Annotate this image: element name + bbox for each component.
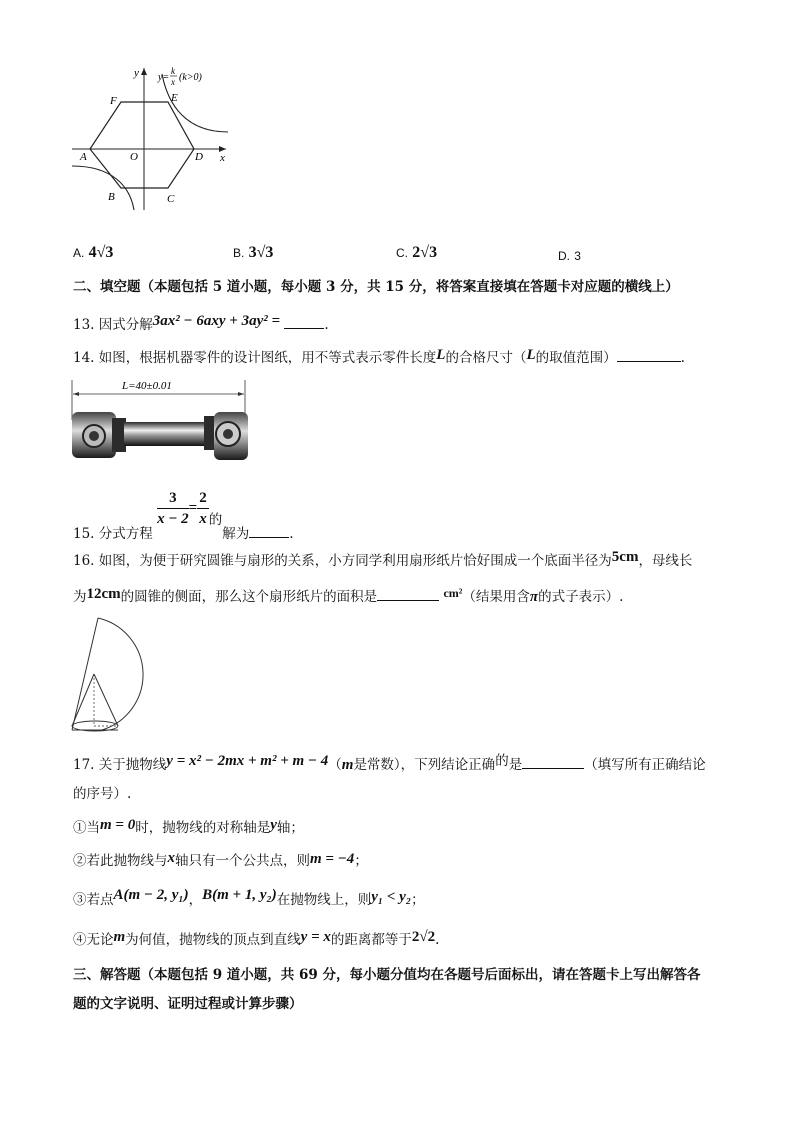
c1-y: y (270, 817, 277, 833)
option-a (73, 243, 113, 263)
option-a-label: A. (73, 246, 85, 260)
q14-text-3: 的取值范围） (535, 350, 617, 366)
q17-expression: y = x² − 2mx + m² + m − 4 (166, 753, 329, 769)
svg-text:O: O (130, 151, 138, 163)
c3-text-b: 在抛物线上，则 (276, 892, 372, 908)
question-17-line-2 (73, 784, 131, 804)
q15-text-2: 的 (208, 512, 223, 528)
c4-text-c: 的距离都等于 (330, 932, 412, 948)
q14-end: . (680, 350, 685, 366)
section-3-heading-line-2: 题的文字说明、证明过程或计算步骤） (73, 996, 303, 1012)
q13-answer-blank[interactable] (284, 314, 324, 329)
q17-text-1: 关于抛物线 (98, 757, 167, 773)
q15-answer-blank[interactable] (249, 523, 289, 538)
q17-conclusion-2 (73, 851, 368, 871)
c3-text-c: ； (411, 892, 425, 908)
q16-text-3: 为 (73, 589, 87, 605)
q13-expression: 3ax² − 6axy + 3ay² = (152, 313, 281, 329)
q13-end: . (324, 317, 329, 333)
c2-m-value: m = −4 (310, 851, 355, 867)
q14-var-l-2: L (526, 347, 536, 363)
question-13 (73, 314, 329, 335)
c4-text-a: ④无论 (73, 932, 114, 948)
question-15 (73, 488, 294, 542)
option-b-value: 3√3 (248, 244, 274, 261)
option-b (233, 243, 273, 263)
q17-m: m (341, 757, 354, 773)
q15-right-numerator: 2 (197, 488, 209, 509)
q16-slant: 12cm (86, 586, 121, 602)
c3-point-a: A(m − 2, y₁) (113, 887, 189, 903)
question-16-line-2 (73, 586, 623, 607)
svg-text:A: A (80, 151, 87, 163)
q15-right-denominator: x (199, 511, 207, 527)
c3-comma: ， (188, 892, 203, 908)
c4-m: m (113, 929, 126, 945)
option-c-label: C. (396, 246, 408, 260)
option-c (396, 243, 437, 263)
c2-text-c: ； (354, 853, 368, 869)
c3-inequality: y₁ < y₂ (371, 889, 412, 905)
q17-answer-blank[interactable] (522, 754, 584, 769)
q14-var-l: L (436, 347, 446, 363)
question-17-line-1 (73, 754, 706, 775)
hexagon-hyperbola-figure (68, 60, 238, 215)
svg-text:x: x (220, 152, 225, 164)
q17-conclusion-1 (73, 818, 304, 838)
q17-text-3: 是常数），下列结论正确 (353, 757, 496, 773)
q14-text-2: 的合格尺寸（ (445, 350, 527, 366)
c2-text-b: 轴只有一个公共点，则 (175, 853, 310, 869)
svg-text:y=: y= (158, 72, 170, 83)
q16-text-4: 的圆锥的侧面，那么这个扇形纸片的面积是 (120, 589, 378, 605)
c4-distance: 2√2 (411, 929, 436, 945)
q16-number: 16. (73, 553, 95, 569)
q15-equals: = (188, 500, 198, 516)
q17-conclusion-3 (73, 887, 425, 910)
c4-text-e: . (435, 932, 440, 948)
c3-text-a: ③若点 (73, 892, 114, 908)
svg-text:E: E (171, 92, 178, 104)
option-c-value: 2√3 (412, 244, 438, 261)
question-14 (73, 347, 685, 368)
machine-part-figure (68, 376, 252, 464)
q15-text-1: 分式方程 (98, 526, 153, 542)
q15-number: 15. (73, 526, 95, 542)
c2-x: x (167, 850, 175, 866)
q17-text-2: （ (328, 757, 342, 773)
c3-point-b: B(m + 1, y₂) (202, 887, 277, 903)
svg-text:(k>0): (k>0) (179, 72, 202, 83)
svg-text:C: C (167, 193, 175, 205)
q17-conclusion-4 (73, 930, 439, 950)
c1-text-c: 轴； (276, 820, 304, 836)
option-d (558, 246, 581, 266)
q15-left-numerator: 3 (157, 488, 189, 509)
c1-text-a: ①当 (73, 820, 100, 836)
q16-text-6: 的式子表示）. (538, 589, 624, 605)
q16-pi: π (529, 589, 539, 605)
q14-number: 14. (73, 350, 95, 366)
q14-text-1: 如图，根据机器零件的设计图纸，用不等式表示零件长度 (98, 350, 437, 366)
c2-text-a: ②若此抛物线与 (73, 853, 168, 869)
q13-number: 13. (73, 317, 95, 333)
section-2-heading: 二、填空题（本题包括 5 道小题，每小题 3 分，共 15 分，将答案直接填在答题卡对应题的横线上） (73, 279, 679, 295)
option-a-value: 4√3 (88, 244, 114, 261)
q17-number: 17. (73, 757, 95, 773)
q16-text-1: 如图，为便于研究圆锥与扇形的关系，小方同学利用扇形纸片恰好围成一个底面半径为 (98, 553, 612, 569)
q16-text-2: ，母线长 (638, 553, 693, 569)
q17-text-4: （填写所有正确结论 (584, 757, 706, 773)
c1-m-value: m = 0 (100, 817, 136, 833)
q15-end: . (289, 526, 294, 542)
svg-text:F: F (110, 95, 117, 107)
q17-text-3c: 是 (508, 757, 523, 773)
q16-radius: 5cm (611, 549, 639, 565)
c4-text-b: 为何值，抛物线的顶点到直线 (125, 932, 301, 948)
option-d-value: 3 (574, 249, 581, 263)
question-16-line-1 (73, 551, 692, 571)
option-d-label: D. (558, 249, 570, 263)
q17-text-3b: 的 (495, 753, 509, 769)
svg-text:D: D (195, 151, 203, 163)
dimension-label: L=40±0.01 (122, 380, 172, 392)
c4-line: y = x (300, 929, 331, 945)
cone-sector-figure (66, 614, 166, 738)
q13-text: 因式分解 (98, 317, 153, 333)
section-3-heading-line-1: 三、解答题（本题包括 9 道小题，共 69 分，每小题分值均在各题号后面标出，请在答题卡上写出解答各 (73, 967, 701, 983)
q14-answer-blank[interactable] (617, 347, 681, 362)
option-b-label: B. (233, 246, 245, 260)
svg-text:x: x (171, 77, 175, 87)
q15-left-denominator: x − 2 (157, 511, 189, 527)
q16-answer-blank[interactable] (377, 586, 439, 601)
q15-text-3: 解为 (222, 526, 250, 542)
q17-line-2-text: 的序号）. (73, 786, 132, 802)
svg-text:B: B (108, 191, 115, 203)
q15-left-fraction (157, 488, 189, 529)
q15-right-fraction (197, 488, 209, 529)
q16-text-5: （结果用含 (462, 589, 530, 605)
c1-text-b: 时，抛物线的对称轴是 (135, 820, 271, 836)
q16-unit: cm² (443, 586, 463, 600)
svg-text:y: y (134, 67, 139, 79)
svg-text:k: k (171, 66, 175, 76)
